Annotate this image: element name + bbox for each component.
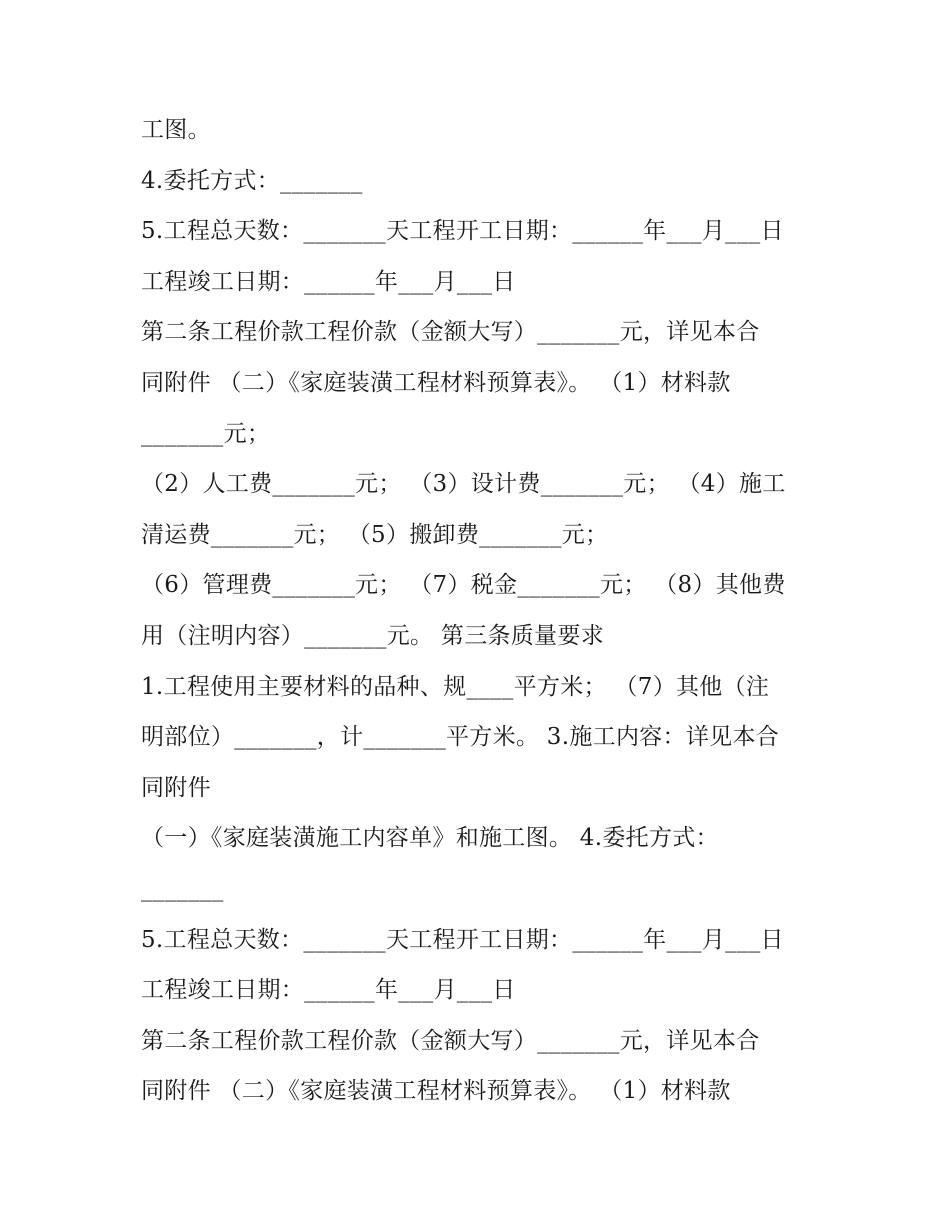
text-line: 工图。 [141,117,211,143]
text-line: （6）管理费_______元； （7）税金_______元； （8）其他费 [141,572,786,599]
document-body [141,105,821,1117]
text-line: 4.委托方式：_______ [141,167,363,194]
text-line: 第二条工程价款工程价款（金额大写）_______元，详见本合 [141,1027,760,1054]
text-line: _______ [141,875,224,902]
text-line: 明部位）_______，计_______平方米。 3.施工内容：详见本合 [141,724,780,751]
text-line: 清运费_______元； （5）搬卸费_______元； [141,521,609,548]
text-line: _______元； [141,420,271,447]
text-line: 同附件 [141,774,211,801]
text-line: 同附件 （二）《家庭装潢工程材料预算表》。 （1）材料款 [141,1078,731,1105]
text-line: （一）《家庭装潢施工内容单》和施工图。 4.委托方式： [141,825,719,852]
text-line: 1.工程使用主要材料的品种、规____平方米； （7）其他（注 [141,673,770,700]
text-line: 工程竣工日期：______年___月___日 [141,268,516,295]
text-line: 5.工程总天数：_______天工程开工日期：______年___月___日 [141,218,784,245]
text-line: （2）人工费_______元； （3）设计费_______元； （4）施工 [141,471,786,498]
text-line: 用（注明内容）_______元。 第三条质量要求 [141,622,605,649]
text-line: 第二条工程价款工程价款（金额大写）_______元，详见本合 [141,319,760,346]
text-line: 5.工程总天数：_______天工程开工日期：______年___月___日 [141,926,784,953]
text-line: 同附件 （二）《家庭装潢工程材料预算表》。 （1）材料款 [141,369,731,396]
text-line: 工程竣工日期：______年___月___日 [141,977,516,1004]
